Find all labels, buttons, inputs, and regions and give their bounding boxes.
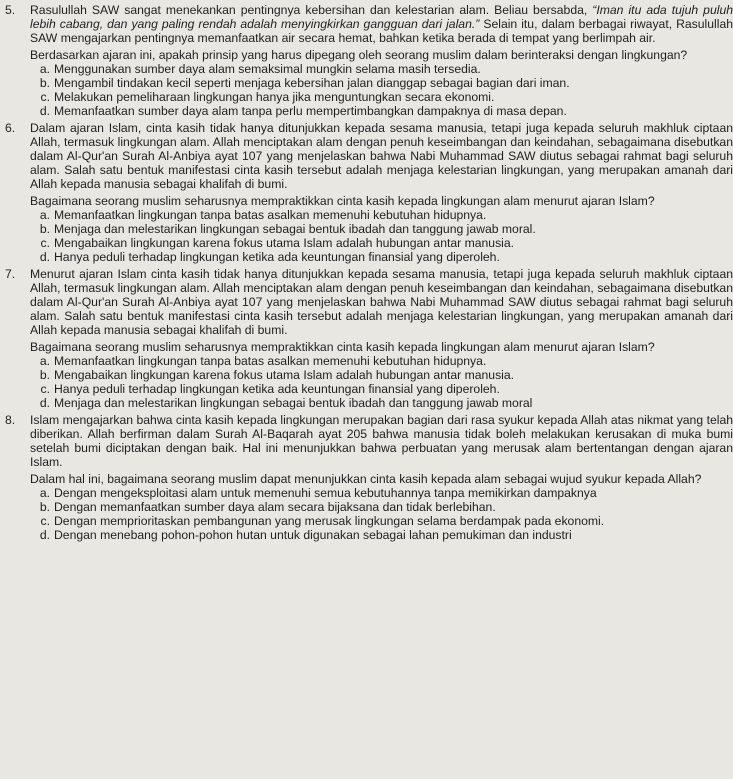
option-d[interactable] (30, 104, 733, 118)
question-prompt: Bagaimana seorang muslim seharusnya mempraktikkan cinta kasih kepada lingkungan alam menurut ajaran Islam? (30, 340, 655, 354)
question-6 (5, 121, 733, 264)
option-a[interactable] (30, 208, 733, 222)
option-d[interactable] (30, 396, 733, 410)
question-paragraph: Islam mengajarkan bahwa cinta kasih kepada lingkungan merupakan bagian dari rasa syukur kepada Allah atas nikmat yang telah diberikan. Allah berfirman dalam Surah Al-Baqarah ayat 205 bahwa manusia tidak boleh melakukan kerusakan di muka bumi setelah bumi diciptakan dengan baik. Hal ini menunjukkan bahwa perbuatan yang merusak alam bertentangan dengan ajaran Islam. (30, 413, 733, 469)
question-number: 8. (5, 413, 16, 427)
option-label: a. (39, 486, 50, 500)
option-text: Memanfaatkan sumber daya alam tanpa perlu mempertimbangkan dampaknya di masa depan. (54, 104, 567, 118)
option-label: c. (40, 382, 50, 396)
option-label: b. (39, 368, 50, 382)
option-label: b. (39, 76, 50, 90)
question-number: 6. (5, 121, 16, 135)
option-label: a. (39, 354, 50, 368)
option-a[interactable] (30, 354, 733, 368)
question-number: 7. (5, 267, 16, 281)
option-text: Dengan mengeksploitasi alam untuk memenuhi semua kebutuhannya tanpa memikirkan dampaknya (54, 486, 597, 500)
question-prompt: Bagaimana seorang muslim seharusnya mempraktikkan cinta kasih kepada lingkungan alam menurut ajaran Islam? (30, 194, 655, 208)
option-label: b. (39, 222, 50, 236)
option-label: d. (39, 528, 50, 542)
question-5 (5, 3, 733, 118)
option-label: d. (39, 104, 50, 118)
option-d[interactable] (30, 250, 733, 264)
option-b[interactable] (30, 76, 733, 90)
question-intro (30, 3, 733, 45)
option-label: c. (40, 90, 50, 104)
option-text: Menjaga dan melestarikan lingkungan sebagai bentuk ibadah dan tanggung jawab moral. (54, 222, 536, 236)
option-text: Mengambil tindakan kecil seperti menjaga kebersihan jalan dianggap sebagai bagian dari iman. (54, 76, 570, 90)
option-label: b. (39, 500, 50, 514)
option-label: a. (39, 62, 50, 76)
option-a[interactable] (30, 62, 733, 76)
question-prompt: Dalam hal ini, bagaimana seorang muslim dapat menunjukkan cinta kasih kepada alam sebagai wujud syukur kepada Allah? (30, 472, 702, 486)
option-text: Hanya peduli terhadap lingkungan ketika ada keuntungan finansial yang diperoleh. (54, 250, 500, 264)
option-label: c. (40, 514, 50, 528)
option-d[interactable] (30, 528, 733, 542)
after-quote-text: Selain itu, dalam berbagai riwayat, Rasulullah SAW mengajarkan pentingnya memanfaatkan air secara hemat, bahkan ketika berada di tempat yang berlimpah air. (30, 17, 733, 45)
option-b[interactable] (30, 368, 733, 382)
option-text: Hanya peduli terhadap lingkungan ketika ada keuntungan finansial yang diperoleh. (54, 382, 500, 396)
option-label: a. (39, 208, 50, 222)
option-text: Menjaga dan melestarikan lingkungan sebagai bentuk ibadah dan tanggung jawab moral (54, 396, 533, 410)
option-a[interactable] (30, 486, 733, 500)
option-label: d. (39, 250, 50, 264)
question-number: 5. (5, 3, 16, 17)
question-paragraph: Dalam ajaran Islam, cinta kasih tidak hanya ditunjukkan kepada sesama manusia, tetapi juga kepada seluruh makhluk ciptaan Allah, termasuk lingkungan alam. Allah menciptakan alam dengan penuh keseimbangan dan keindahan, sebagaimana disebutkan dalam Al-Qur'an Surah Al-Anbiya ayat 107 yang menjelaskan bahwa Nabi Muhammad SAW diutus sebagai rahmat bagi seluruh alam. Salah satu bentuk manifestasi cinta kasih tersebut adalah menjaga kelestarian lingkungan, yang merupakan amanah dari Allah kepada manusia sebagai khalifah di bumi. (30, 121, 733, 191)
option-text: Mengabaikan lingkungan karena fokus utama Islam adalah hubungan antar manusia. (54, 368, 515, 382)
option-text: Dengan memanfaatkan sumber daya alam secara bijaksana dan tidak berlebihan. (54, 500, 496, 514)
option-text: Dengan memprioritaskan pembangunan yang merusak lingkungan selama berdampak pada ekonomi. (54, 514, 605, 528)
option-text: Menggunakan sumber daya alam semaksimal mungkin selama masih tersedia. (54, 62, 481, 76)
option-c[interactable] (30, 90, 733, 104)
option-c[interactable] (30, 514, 733, 528)
question-8 (5, 413, 733, 542)
option-text: Mengabaikan lingkungan karena fokus utama Islam adalah hubungan antar manusia. (54, 236, 515, 250)
option-b[interactable] (30, 500, 733, 514)
question-paragraph: Menurut ajaran Islam cinta kasih tidak hanya ditunjukkan kepada sesama manusia, tetapi juga kepada seluruh makhluk ciptaan Allah, termasuk lingkungan alam. Allah menciptakan alam dengan penuh keseimbangan dan keindahan, sebagaimana disebutkan dalam Al-Qur'an Surah Al-Anbiya ayat 107 yang menjelaskan bahwa Nabi Muhammad SAW diutus sebagai rahmat bagi seluruh alam. Salah satu bentuk manifestasi cinta kasih tersebut adalah menjaga kelestarian lingkungan, yang merupakan amanah dari Allah kepada manusia sebagai khalifah di bumi. (30, 267, 733, 337)
option-text: Melakukan pemeliharaan lingkungan hanya jika menguntungkan secara ekonomi. (54, 90, 495, 104)
question-prompt: Berdasarkan ajaran ini, apakah prinsip yang harus dipegang oleh seorang muslim dalam berinteraksi dengan lingkungan? (30, 48, 688, 62)
option-text: Dengan menebang pohon-pohon hutan untuk digunakan sebagai lahan pemukiman dan industri (54, 528, 572, 542)
option-label: c. (40, 236, 50, 250)
option-label: d. (39, 396, 50, 410)
option-text: Memanfaatkan lingkungan tanpa batas asalkan memenuhi kebutuhan hidupnya. (54, 208, 487, 222)
option-text: Memanfaatkan lingkungan tanpa batas asalkan memenuhi kebutuhan hidupnya. (54, 354, 487, 368)
option-b[interactable] (30, 222, 733, 236)
option-c[interactable] (30, 236, 733, 250)
question-7 (5, 267, 733, 410)
option-c[interactable] (30, 382, 733, 396)
intro-text: Rasulullah SAW sangat menekankan pentingnya kebersihan dan kelestarian alam. Beliau bersabda, (30, 3, 588, 17)
hadith-quote: “Iman itu ada tujuh puluh lebih cabang, dan yang paling rendah adalah menyingkirkan gangguan dari jalan.” (30, 3, 733, 31)
